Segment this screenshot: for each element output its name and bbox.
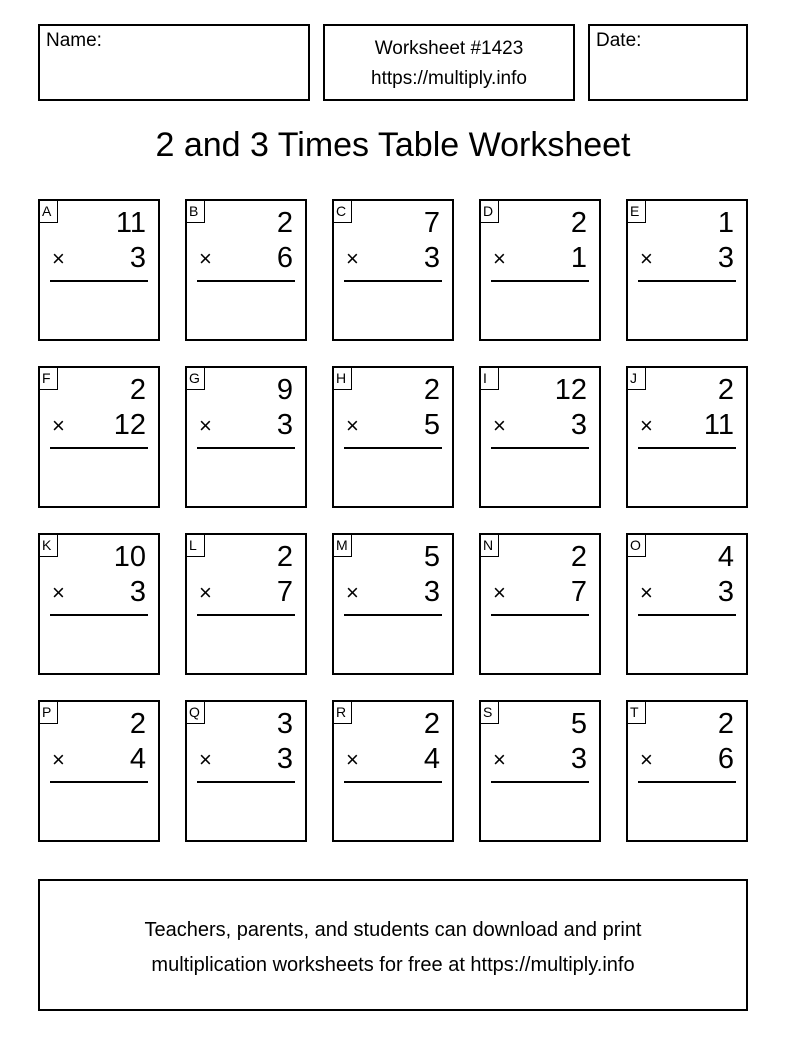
problem-card[interactable] [38,199,160,341]
date-field-box[interactable] [588,24,748,101]
multiply-sign: × [346,413,359,438]
answer-line [491,614,589,616]
multiplier: 11 [703,409,734,441]
answer-line [344,280,442,282]
multiplier: 1 [570,242,587,274]
answer-line [50,614,148,616]
multiplicand: 2 [423,708,440,740]
multiply-sign: × [640,747,653,772]
multiplicand: 3 [276,708,293,740]
multiplier: 12 [113,409,146,441]
answer-line [50,280,148,282]
multiply-sign: × [640,413,653,438]
multiplicand: 4 [717,541,734,573]
multiply-sign: × [52,580,65,605]
footer-line-1: Teachers, parents, and students can download and print [144,919,642,941]
multiply-sign: × [493,747,506,772]
multiplicand: 9 [276,374,293,406]
problem-letter: I [481,368,499,390]
name-field-box[interactable] [38,24,310,101]
multiplier: 5 [423,409,440,441]
date-label: Date: [596,30,642,51]
multiplier: 6 [717,743,734,775]
problem-letter: P [40,702,58,724]
multiplicand: 2 [129,708,146,740]
multiply-sign: × [52,747,65,772]
multiplier: 4 [423,743,440,775]
problem-letter: A [40,201,58,223]
multiply-sign: × [199,246,212,271]
answer-line [638,614,736,616]
multiplier: 3 [129,242,146,274]
multiplicand: 2 [570,207,587,239]
multiplicand: 12 [554,374,587,406]
multiply-sign: × [493,413,506,438]
multiplicand: 2 [717,374,734,406]
multiplicand: 5 [423,541,440,573]
problem-card[interactable] [626,366,748,508]
multiplicand: 2 [276,207,293,239]
problem-letter: C [334,201,352,223]
answer-line [638,447,736,449]
problem-card[interactable] [626,199,748,341]
problem-letter: J [628,368,646,390]
problem-letter: H [334,368,352,390]
answer-line [491,280,589,282]
answer-line [197,447,295,449]
multiply-sign: × [640,580,653,605]
answer-line [638,280,736,282]
multiplicand: 10 [113,541,146,573]
problem-card[interactable] [332,533,454,675]
multiply-sign: × [199,747,212,772]
worksheet-info-box [323,24,575,101]
problem-card[interactable] [626,700,748,842]
problem-card[interactable] [479,199,601,341]
multiplier: 3 [423,242,440,274]
multiplier: 3 [570,409,587,441]
multiply-sign: × [52,413,65,438]
multiply-sign: × [346,246,359,271]
answer-line [50,447,148,449]
multiply-sign: × [199,413,212,438]
problem-letter: N [481,535,499,557]
worksheet-number: Worksheet #1423 [374,38,524,59]
footer-box [38,879,748,1011]
multiply-sign: × [493,246,506,271]
multiplier: 3 [717,576,734,608]
answer-line [344,781,442,783]
answer-line [491,781,589,783]
problem-letter: E [628,201,646,223]
problem-letter: D [481,201,499,223]
problem-letter: L [187,535,205,557]
problem-card[interactable] [626,533,748,675]
multiply-sign: × [493,580,506,605]
problem-card[interactable] [185,199,307,341]
answer-line [197,614,295,616]
multiplicand: 1 [717,207,734,239]
answer-line [197,280,295,282]
multiplier: 3 [717,242,734,274]
multiply-sign: × [52,246,65,271]
problem-letter: Q [187,702,205,724]
problem-card[interactable] [332,700,454,842]
problem-card[interactable] [185,366,307,508]
footer-line-2: multiplication worksheets for free at https://multiply.info [151,954,635,976]
problem-card[interactable] [479,366,601,508]
multiplier: 3 [423,576,440,608]
multiplicand: 2 [717,708,734,740]
name-label: Name: [46,30,102,51]
multiplier: 4 [129,743,146,775]
problem-card[interactable] [38,533,160,675]
answer-line [344,614,442,616]
problem-card[interactable] [332,366,454,508]
multiplicand: 2 [423,374,440,406]
answer-line [197,781,295,783]
multiply-sign: × [346,747,359,772]
multiplicand: 2 [570,541,587,573]
multiplier: 3 [276,743,293,775]
page-title: 2 and 3 Times Table Worksheet [155,126,631,164]
problem-letter: S [481,702,499,724]
multiplier: 7 [570,576,587,608]
problem-card[interactable] [479,533,601,675]
multiplicand: 5 [570,708,587,740]
problem-letter: T [628,702,646,724]
answer-line [638,781,736,783]
multiply-sign: × [640,246,653,271]
multiplier: 6 [276,242,293,274]
multiplier: 3 [570,743,587,775]
problem-letter: G [187,368,205,390]
problem-card[interactable] [185,533,307,675]
problem-letter: M [334,535,352,557]
answer-line [491,447,589,449]
problem-card[interactable] [332,199,454,341]
multiply-sign: × [346,580,359,605]
multiply-sign: × [199,580,212,605]
problem-letter: K [40,535,58,557]
multiplier: 7 [276,576,293,608]
worksheet-url[interactable]: https://multiply.info [371,68,527,89]
problem-card[interactable] [479,700,601,842]
multiplier: 3 [276,409,293,441]
problem-letter: F [40,368,58,390]
problem-letter: O [628,535,646,557]
multiplicand: 2 [276,541,293,573]
multiplier: 3 [129,576,146,608]
answer-line [344,447,442,449]
problem-card[interactable] [185,700,307,842]
multiplicand: 11 [115,207,146,239]
multiplicand: 2 [129,374,146,406]
multiplicand: 7 [423,207,440,239]
problem-letter: R [334,702,352,724]
answer-line [50,781,148,783]
problem-card[interactable] [38,700,160,842]
problem-letter: B [187,201,205,223]
problem-card[interactable] [38,366,160,508]
